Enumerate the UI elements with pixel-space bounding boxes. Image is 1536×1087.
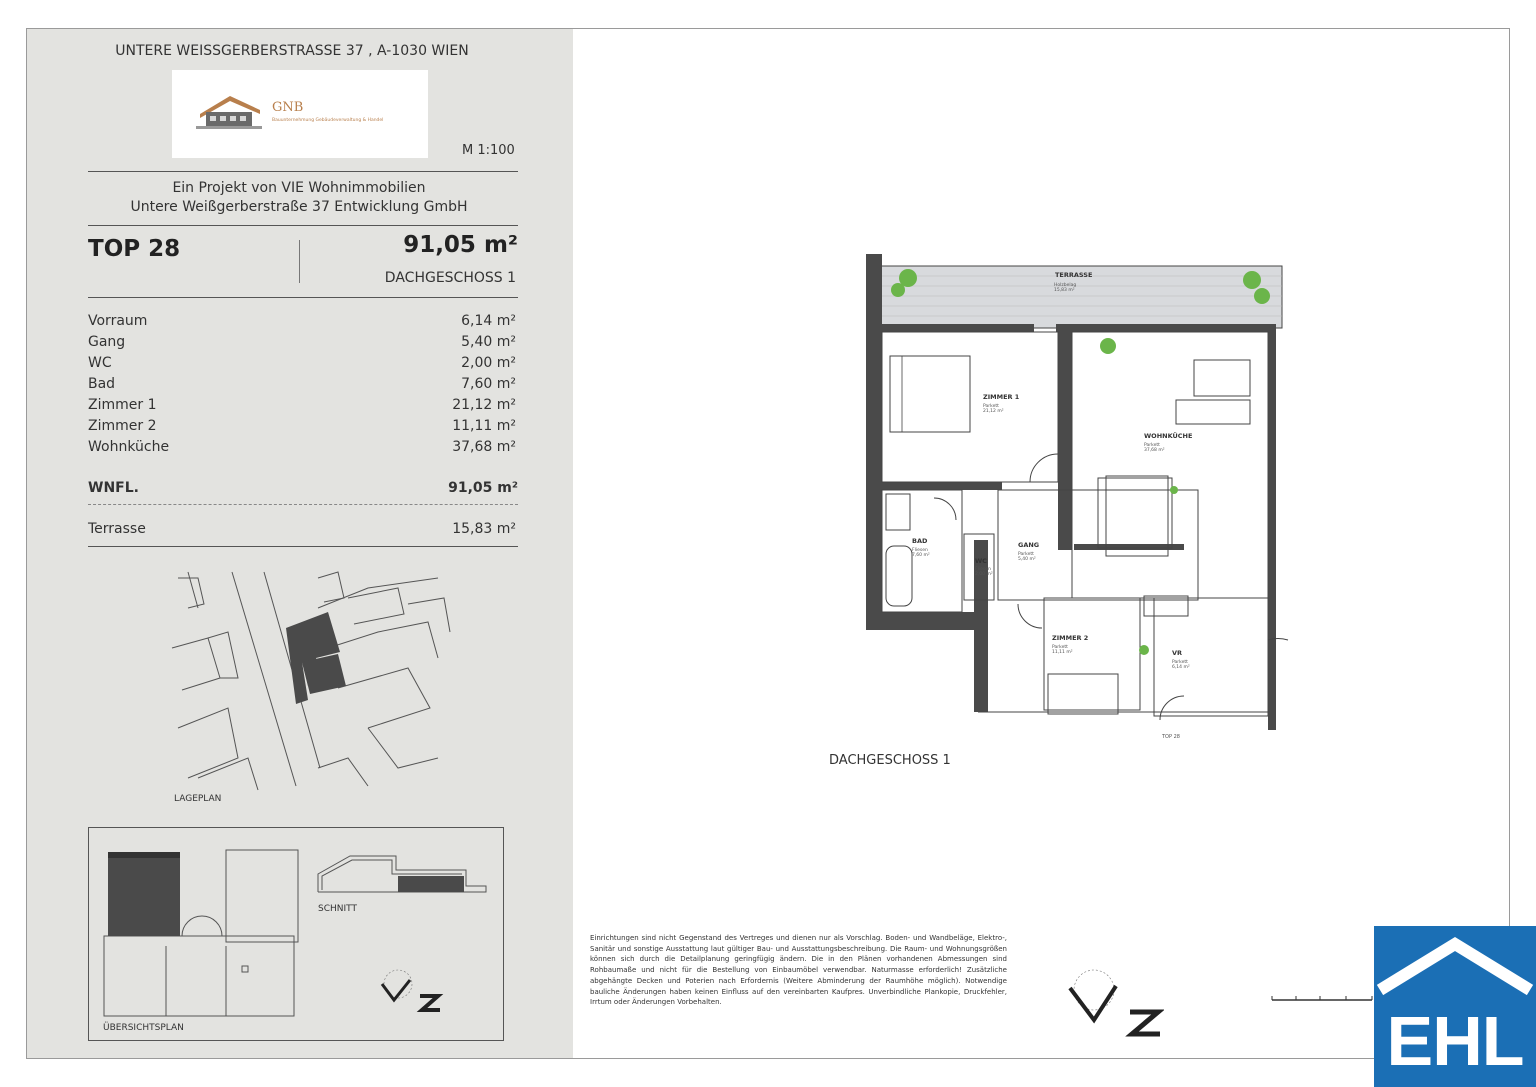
- room-label-wc: WC: [975, 557, 987, 565]
- north-arrow-icon: [380, 966, 444, 1018]
- room-sublabel-wohnkueche: Parkett 37,68 m²: [1144, 443, 1165, 453]
- disclaimer: Einrichtungen sind nicht Gegenstand des Vertreges und dienen nur als Vorschlag. Boden- und Wandbeläge, Elektro-, Sanitär und sonstige Ausstattung laut gültiger Bau- und Ausstattungsbeschreibung. Die Raum- und Wohnungsgrößen können sich durch die Detailplanung geringfügig ändern. Die in den Plänen vorhandenen Abmessungen sind Rohbaumaße und nicht für die Bestellung von Einbaumöbel verwendbar. Naturmasse erforderlich! Zusätzliche abgehängte Decken und Poterien nach Erfordernis (Weitere Abminderung der Raumhöhe möglich). Notwendige bauliche Änderungen haben keinen Einfluss auf den vereinbarten Kaufpres. Unverbindliche Plankopie, Druckfehler, Irrtum oder Änderungen Vorbehalten.: [590, 934, 1007, 1007]
- room-label-wohnkueche: WOHNKÜCHE: [1144, 432, 1193, 440]
- project-line-2: Untere Weißgerberstraße 37 Entwicklung GmbH: [130, 199, 468, 215]
- vertical-divider: [299, 240, 300, 283]
- room-label-bad: BAD: [912, 537, 928, 545]
- room-row: [88, 332, 516, 353]
- address: UNTERE WEISSGERBERSTRASSE 37 , A-1030 WIEN: [115, 43, 469, 59]
- room-sublabel-bad: Fliesen 7,60 m²: [912, 548, 930, 558]
- room-area: 2,00 m²: [461, 355, 516, 371]
- developer-logo: [172, 70, 428, 158]
- terrace-row: [88, 521, 516, 537]
- room-area: 11,11 m²: [452, 418, 516, 434]
- section-label: SCHNITT: [318, 904, 357, 914]
- room-row: [88, 437, 516, 458]
- room-label-zimmer1: ZIMMER 1: [983, 393, 1020, 401]
- ehl-logo-text: EHL: [1386, 1002, 1524, 1080]
- room-area: 5,40 m²: [461, 334, 516, 350]
- room-sublabel-gang: Parkett 5,40 m²: [1018, 552, 1036, 562]
- unit-area: 91,05 m²: [403, 232, 518, 258]
- room-label-terrasse: TERRASSE: [1055, 271, 1093, 279]
- total-label: WNFL.: [88, 480, 139, 496]
- room-area: 37,68 m²: [452, 439, 516, 455]
- room-name: Zimmer 1: [88, 397, 157, 413]
- unit-floor: DACHGESCHOSS 1: [384, 270, 516, 286]
- room-name: Bad: [88, 376, 116, 392]
- logo-subtitle: Bauunternehmung Gebäudeverwaltung & Handel: [272, 118, 384, 123]
- section-drawing: [316, 852, 491, 902]
- room-sublabel-wc: Fliesen 2,00 m²: [975, 567, 993, 577]
- north-arrow-icon: [1064, 966, 1164, 1042]
- scale-label: M 1:100: [462, 143, 515, 158]
- room-row: [88, 395, 516, 416]
- room-area: 21,12 m²: [452, 397, 516, 413]
- terrace-value: 15,83 m²: [452, 521, 516, 537]
- project-line-1: Ein Projekt von VIE Wohnimmobilien: [172, 180, 426, 196]
- overview-label: ÜBERSICHTSPLAN: [103, 1023, 184, 1033]
- room-sublabel-terrasse: Holzbelag 15,83 m²: [1054, 283, 1077, 293]
- room-name: WC: [88, 355, 112, 371]
- plan-caption: DACHGESCHOSS 1: [829, 753, 951, 768]
- entry-label: TOP 28: [1162, 734, 1180, 740]
- divider: [88, 297, 518, 298]
- terrace-label: Terrasse: [88, 521, 146, 537]
- total-value: 91,05 m²: [448, 480, 518, 496]
- room-sublabel-zimmer2: Parkett 11,11 m²: [1052, 645, 1073, 655]
- divider: [88, 171, 518, 172]
- room-list: [88, 311, 516, 458]
- room-area: 6,14 m²: [461, 313, 516, 329]
- divider: [88, 546, 518, 547]
- room-label-gang: GANG: [1018, 541, 1040, 549]
- floor-plan: [838, 250, 1298, 745]
- room-label-vr: VR: [1172, 649, 1183, 657]
- room-label-zimmer2: ZIMMER 2: [1052, 634, 1089, 642]
- project-info: [88, 179, 510, 217]
- scale-bar: [1270, 992, 1374, 1006]
- total-area-row: [88, 480, 518, 496]
- room-area: 7,60 m²: [461, 376, 516, 392]
- logo-name: GNB: [272, 100, 304, 115]
- room-sublabel-zimmer1: Parkett 21,12 m²: [983, 404, 1004, 414]
- overview-plan: [102, 846, 302, 1022]
- room-name: Zimmer 2: [88, 418, 157, 434]
- room-row: [88, 311, 516, 332]
- building-icon: [196, 92, 268, 132]
- room-row: [88, 416, 516, 437]
- room-sublabel-vr: Parkett 6,14 m²: [1172, 660, 1190, 670]
- site-plan: [168, 568, 453, 793]
- divider: [88, 225, 518, 226]
- room-name: Vorraum: [88, 313, 148, 329]
- room-name: Gang: [88, 334, 126, 350]
- unit-number: TOP 28: [88, 236, 181, 262]
- room-row: [88, 353, 516, 374]
- room-row: [88, 374, 516, 395]
- divider: [88, 504, 518, 505]
- site-plan-label: LAGEPLAN: [174, 794, 222, 804]
- room-name: Wohnküche: [88, 439, 170, 455]
